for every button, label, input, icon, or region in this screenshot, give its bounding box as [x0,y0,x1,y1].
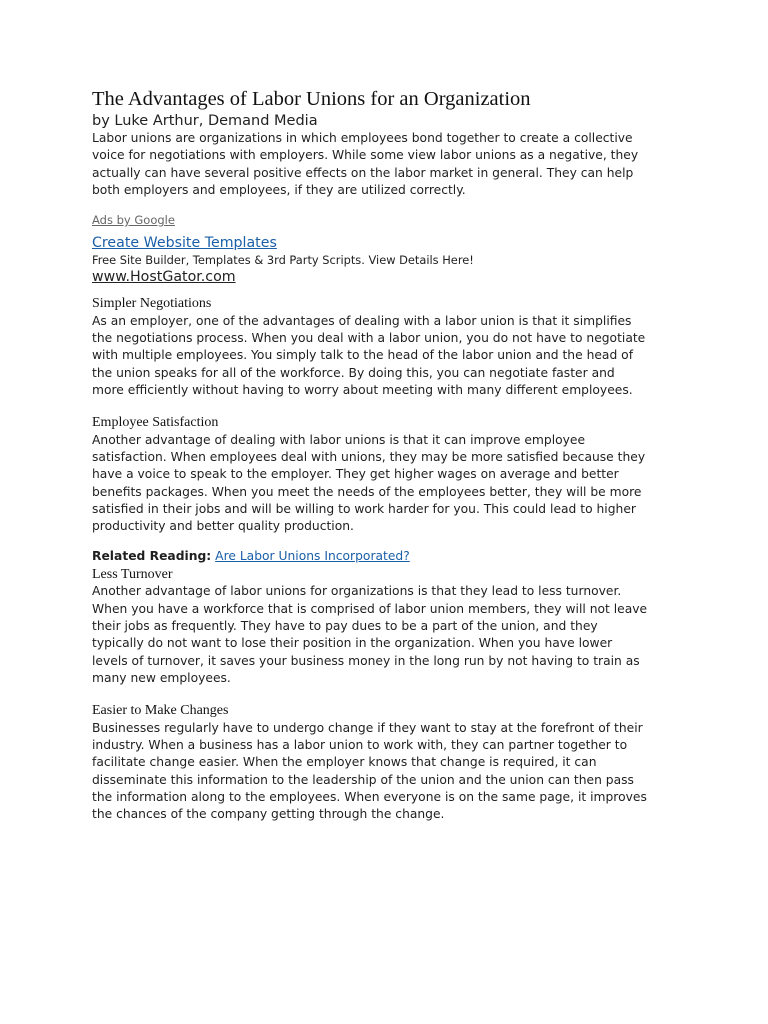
text-line: facilitate change easier. When the employer knows that change is required, it can [92,755,597,770]
text-line: have a voice to speak to the employer. They get higher wages on average and better [92,467,619,482]
text-line: more efficiently without having to worry about meeting with many different employees. [92,382,633,397]
section-heading: Less Turnover [92,566,173,582]
ads-by-google-link[interactable]: Ads by Google [92,213,175,228]
ad-description: Free Site Builder, Templates & 3rd Party Scripts. View Details Here! [92,253,474,268]
text-line: the chances of the company getting through the change. [92,807,445,822]
text-line: the information along to the employees. When everyone is on the same page, it improves [92,789,647,804]
section-less-turnover [92,566,682,687]
section-body [92,432,682,536]
section-body [92,720,682,824]
section-heading: Easier to Make Changes [92,703,229,719]
text-line: industry. When a business has a labor union to work with, they can partner together to [92,738,628,753]
related-reading-label: Related Reading: [92,549,212,564]
text-line: their jobs as frequently. They have to pay dues to be a part of the union, and they [92,619,598,634]
ad-block [92,199,682,286]
section-heading: Simpler Negotiations [92,296,212,312]
text-line: benefits packages. When you meet the needs of the employees better, they will be more [92,484,642,499]
section-easier-to-make-changes [92,702,682,823]
document-page [92,86,682,824]
text-line: disseminate this information to the leadership of the union and the union can then pass [92,772,634,787]
text-line: actually can have several positive effects on the labor market in general. They can help [92,165,634,180]
section-simpler-negotiations [92,295,682,399]
article-byline: by Luke Arthur, Demand Media [92,113,318,129]
text-line: both employers and employees, if they are utilized correctly. [92,182,466,197]
text-line: Another advantage of dealing with labor unions is that it can improve employee [92,432,586,447]
text-line: the union speaks for all of the workforce. By doing this, you can negotiate faster and [92,365,615,380]
text-line: Another advantage of labor unions for organizations is that they lead to less turnover. [92,584,622,599]
related-reading-link[interactable]: Are Labor Unions Incorporated? [215,549,410,564]
text-line: many new employees. [92,670,231,685]
text-line: satisfaction. When employees deal with unions, they may be more satisfied because they [92,449,646,464]
section-body [92,583,682,687]
text-line: When you have a workforce that is comprised of labor union members, they will not leave [92,601,648,616]
section-heading: Employee Satisfaction [92,415,219,431]
text-line: typically do not want to lose their position in the organization. When you have lower [92,636,613,651]
ad-title-link[interactable]: Create Website Templates [92,235,277,252]
text-line: As an employer, one of the advantages of dealing with a labor union is that it simplifies [92,313,632,328]
text-line: with multiple employees. You simply talk to the head of the labor union and the head of [92,348,634,363]
text-line: Labor unions are organizations in which employees bond together to create a collective [92,131,633,145]
text-line: satisfied in their jobs and will be willing to work harder for you. This could lead to higher [92,501,636,516]
intro-paragraph [92,130,682,199]
section-employee-satisfaction [92,414,682,535]
text-line: voice for negotiations with employers. While some view labor unions as a negative, they [92,148,639,163]
related-reading [92,548,682,566]
text-line: Businesses regularly have to undergo change if they want to stay at the forefront of their [92,720,643,735]
text-line: the negotiations process. When you deal with a labor union, you do not have to negotiate [92,330,646,345]
text-line: productivity and better quality production. [92,519,354,534]
ad-url-link[interactable]: www.HostGator.com [92,269,236,286]
section-body [92,313,682,399]
text-line: levels of turnover, it saves your business money in the long run by not having to train as [92,653,640,668]
article-title: The Advantages of Labor Unions for an Organization [92,88,531,110]
